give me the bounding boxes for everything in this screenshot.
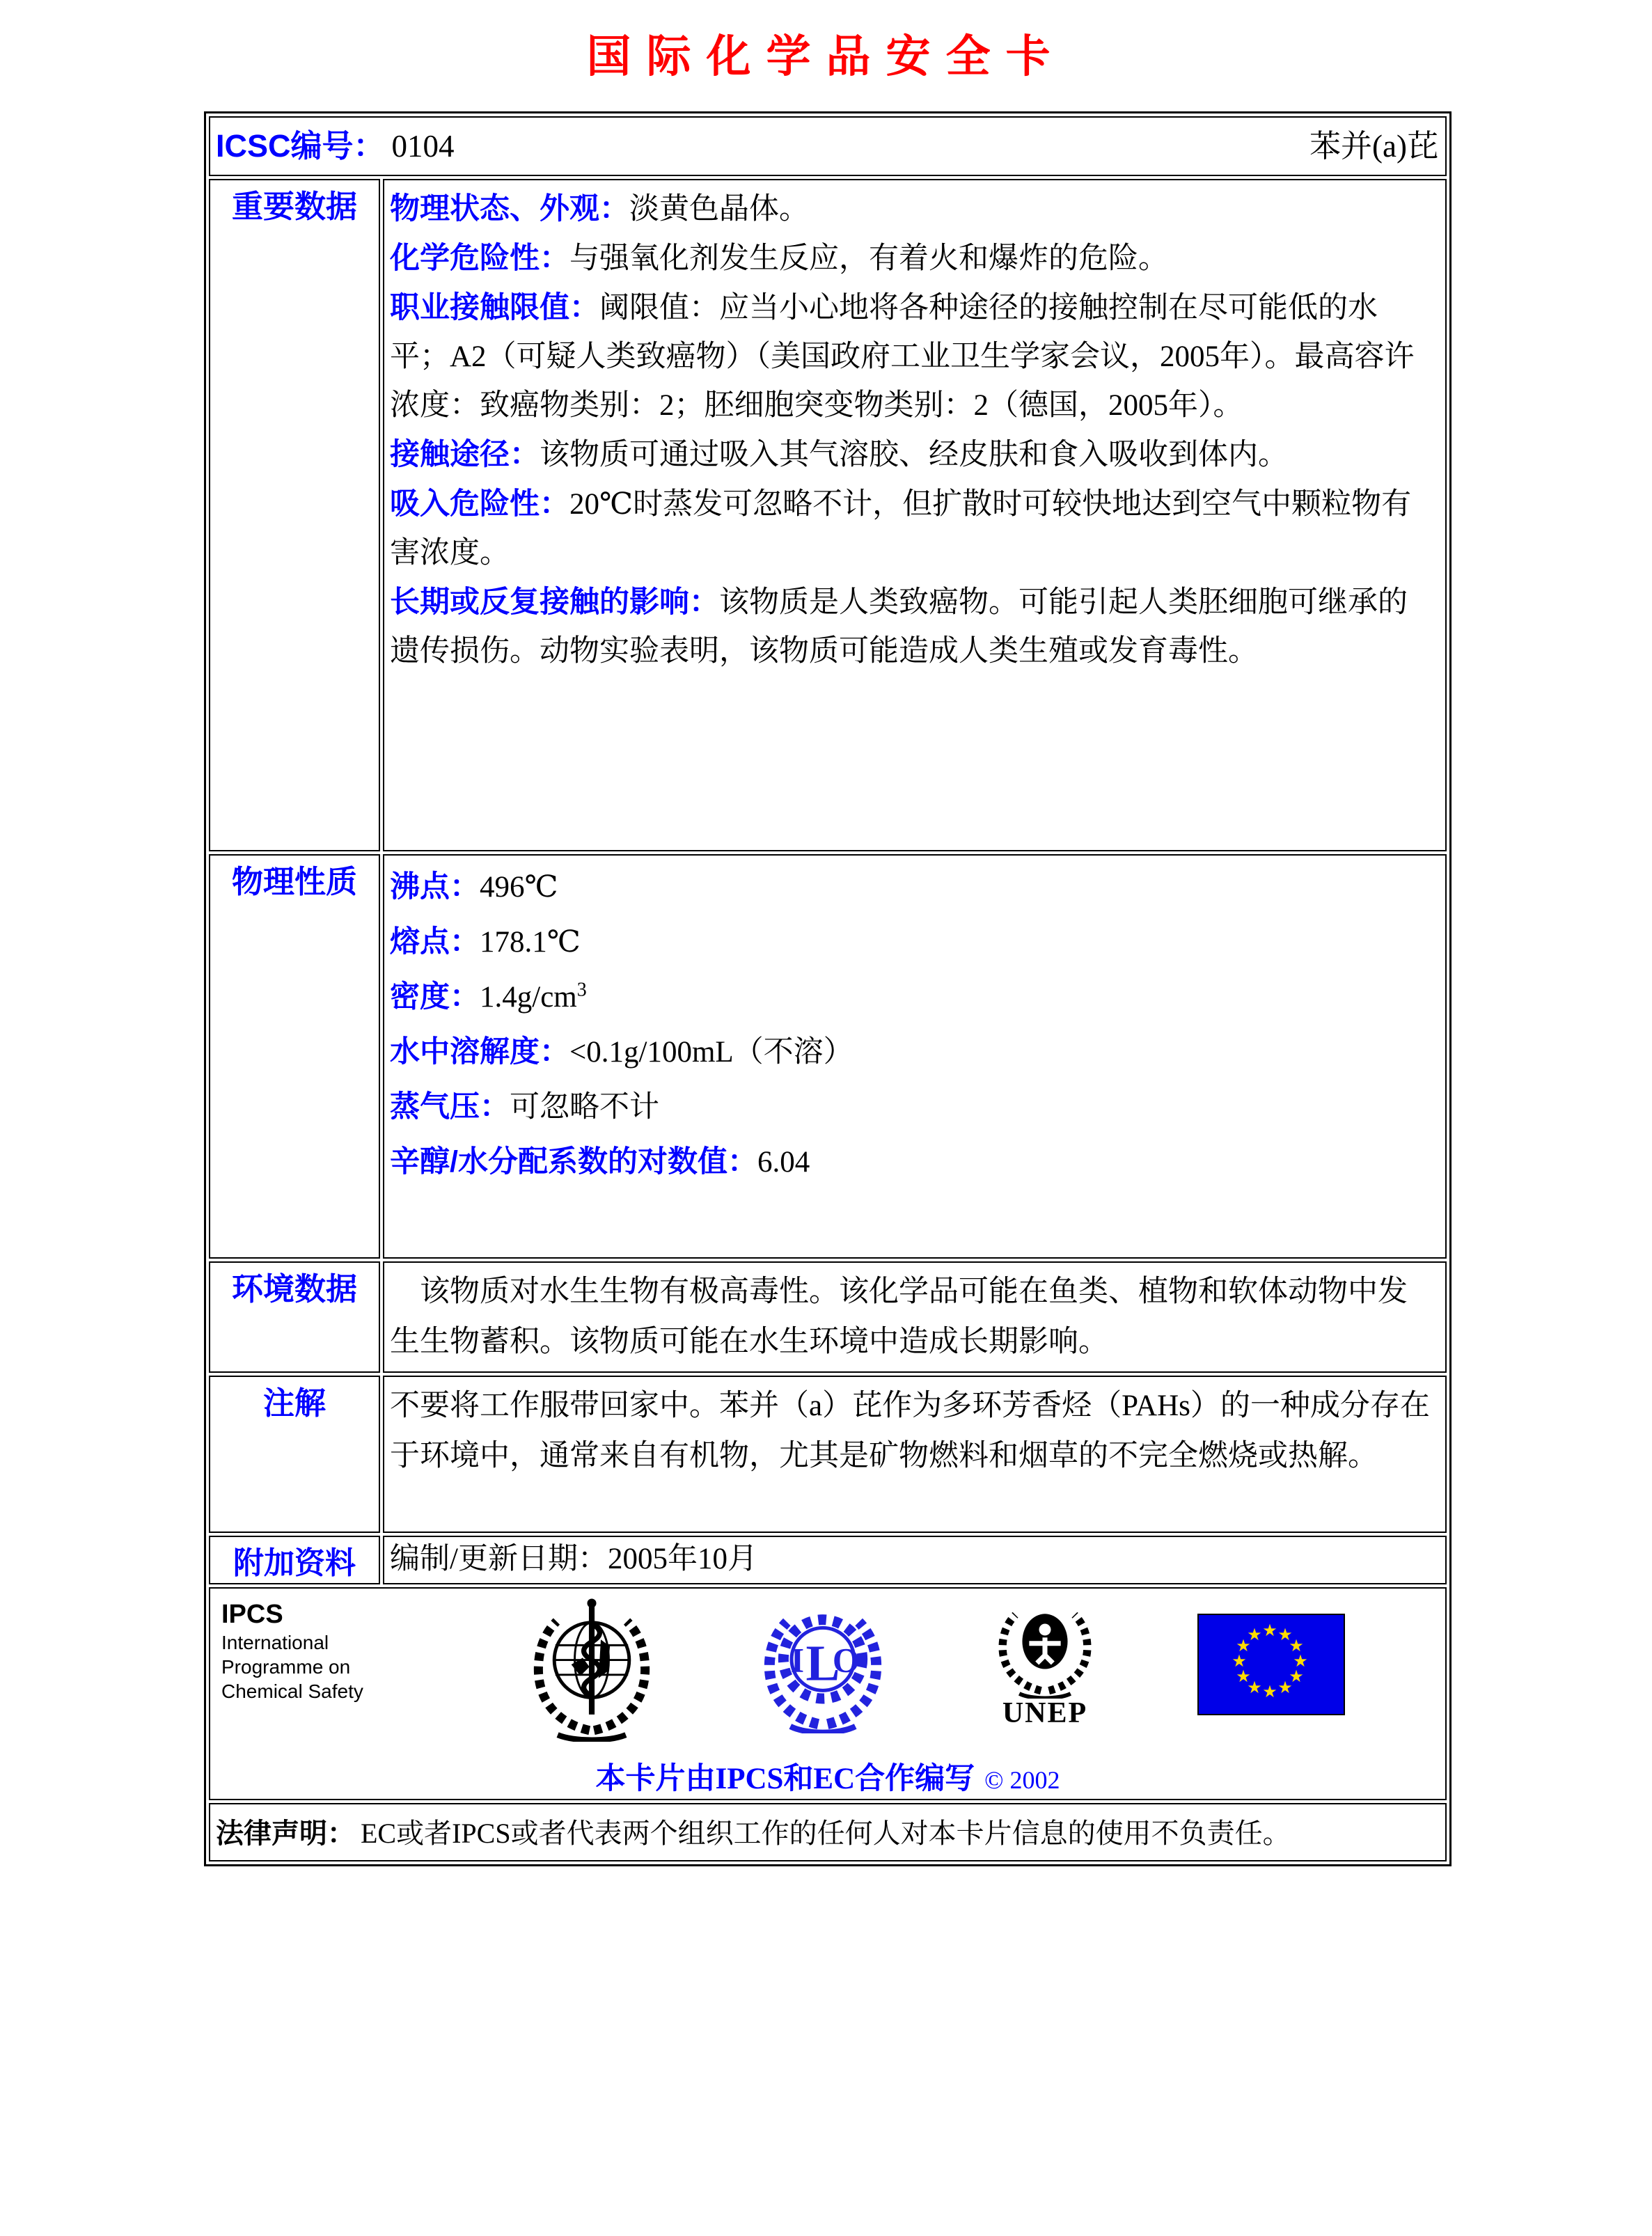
inhalation-risk-text: 20℃时蒸发可忽略不计，但扩散时可较快地达到空气中颗粒物有害浓度。 [390, 488, 1412, 569]
occupational-limit-text: 阈限值：应当小心地将各种途径的接触控制在尽可能低的水平；A2（可疑人类致癌物）（美国政府工业卫生学家会议，2005年）。最高容许浓度：致癌物类别：2；胚细胞突变物类别：2（德国，2005年）。 [390, 292, 1415, 422]
copyright-text: © 2002 [984, 1766, 1060, 1794]
exposure-route-text: 该物质可通过吸入其气溶胶、经皮肤和食入吸收到体内。 [540, 439, 1288, 471]
longterm-effect-label: 长期或反复接触的影响： [390, 585, 719, 619]
environmental-data-content [383, 1261, 1447, 1373]
icsc-card-table [204, 111, 1452, 1866]
inhalation-risk-label: 吸入危险性： [390, 487, 569, 521]
logos-cell [209, 1587, 1447, 1800]
occupational-limit-label: 职业接触限值： [390, 291, 599, 324]
important-data-item [390, 578, 1437, 676]
additional-info-content [383, 1536, 1447, 1584]
cooperation-caption-text: 本卡片由IPCS和EC合作编写 [595, 1763, 975, 1795]
chemical-danger-text: 与强氧化剂发生反应，有着火和爆炸的危险。 [569, 242, 1168, 275]
chemical-name: 苯并(a)芘 [1309, 129, 1438, 164]
melting-point-value: 178.1℃ [480, 926, 581, 959]
vapor-pressure-value: 可忽略不计 [510, 1091, 659, 1124]
who-logo-icon [524, 1594, 660, 1745]
vapor-pressure-label: 蒸气压： [390, 1090, 510, 1124]
ilo-logo-icon [753, 1594, 892, 1737]
property-melting-point [390, 915, 1437, 970]
icsc-number-label: ICSC编号： [216, 128, 385, 164]
legal-label: 法律声明： [216, 1818, 355, 1849]
logkow-label: 辛醇/水分配系数的对数值： [390, 1145, 757, 1179]
header-row [209, 116, 1447, 176]
boiling-point-value: 496℃ [480, 871, 558, 904]
additional-info-row [209, 1536, 1447, 1584]
ipcs-abbr: IPCS [221, 1600, 283, 1629]
notes-row [209, 1376, 1447, 1533]
ipcs-line2: Programme on [221, 1656, 351, 1678]
cooperation-caption [217, 1755, 1438, 1797]
environmental-data-row-label: 环境数据 [209, 1261, 380, 1373]
notes-row-label: 注解 [209, 1376, 380, 1533]
physical-properties-row-label: 物理性质 [209, 854, 380, 1259]
property-logkow [390, 1135, 1437, 1190]
property-density [390, 970, 1437, 1025]
ipcs-line3: Chemical Safety [221, 1680, 363, 1702]
boiling-point-label: 沸点： [390, 870, 480, 904]
important-data-item [390, 430, 1437, 480]
density-value: 1.4g/cm [480, 981, 577, 1014]
additional-info-text: 编制/更新日期：2005年10月 [390, 1543, 757, 1575]
logos-row [209, 1587, 1447, 1800]
notes-content [383, 1376, 1447, 1533]
property-water-solubility [390, 1025, 1437, 1080]
eu-star: ★ [1277, 1625, 1293, 1644]
important-data-row-label: 重要数据 [209, 179, 380, 851]
density-label: 密度： [390, 980, 480, 1014]
ipcs-text-block [217, 1594, 430, 1703]
legal-text: EC或者IPCS或者代表两个组织工作的任何人对本卡片信息的使用不负责任。 [361, 1818, 1291, 1849]
physical-properties-content [383, 854, 1447, 1259]
environmental-data-row [209, 1261, 1447, 1373]
important-data-item [390, 234, 1437, 283]
water-solubility-value: <0.1g/100mL（不溶） [569, 1036, 853, 1069]
eu-star: ★ [1247, 1625, 1262, 1644]
water-solubility-label: 水中溶解度： [390, 1035, 569, 1069]
property-vapor-pressure [390, 1080, 1437, 1135]
ipcs-line1: International [221, 1632, 329, 1653]
eu-star: ★ [1247, 1678, 1262, 1697]
melting-point-label: 熔点： [390, 925, 480, 959]
icsc-number-value: 0104 [391, 129, 455, 164]
eu-flag-icon [1197, 1594, 1345, 1715]
important-data-item [390, 184, 1437, 234]
eu-star: ★ [1236, 1667, 1251, 1686]
logkow-value: 6.04 [757, 1146, 810, 1179]
svg-text:O: O [832, 1640, 860, 1680]
physical-properties-row [209, 854, 1447, 1259]
physical-state-label: 物理状态、外观： [390, 192, 629, 226]
unep-logo-icon [986, 1594, 1104, 1730]
header-cell [209, 116, 1447, 176]
legal-row [209, 1803, 1447, 1861]
eu-star: ★ [1289, 1667, 1304, 1686]
eu-star: ★ [1262, 1621, 1277, 1640]
svg-text:L: L [805, 1635, 840, 1692]
eu-star: ★ [1289, 1636, 1304, 1655]
property-boiling-point [390, 860, 1437, 915]
notes-text: 不要将工作服带回家中。苯并（a）芘作为多环芳香烃（PAHs）的一种成分存在于环境中，通常来自有机物，尤其是矿物燃料和烟草的不完全燃烧或热解。 [390, 1389, 1430, 1472]
eu-star: ★ [1262, 1682, 1277, 1701]
important-data-row [209, 179, 1447, 851]
additional-info-row-label: 附加资料 [209, 1536, 380, 1584]
eu-star: ★ [1293, 1651, 1308, 1671]
physical-state-text: 淡黄色晶体。 [629, 193, 809, 226]
chemical-danger-label: 化学危险性： [390, 242, 569, 275]
density-superscript: 3 [576, 979, 587, 1001]
important-data-content [383, 179, 1447, 851]
page-title: 国际化学品安全卡 [586, 31, 1066, 83]
exposure-route-label: 接触途径： [390, 438, 540, 471]
eu-star: ★ [1277, 1678, 1293, 1697]
environmental-data-text: 该物质对水生生物有极高毒性。该化学品可能在鱼类、植物和软体动物中发生生物蓄积。该物质可能在水生环境中造成长期影响。 [390, 1275, 1408, 1358]
svg-text:I: I [790, 1640, 805, 1680]
eu-star: ★ [1236, 1636, 1251, 1655]
icsc-card-page [0, 11, 1652, 2236]
important-data-item [390, 480, 1437, 578]
icsc-number-group [216, 120, 455, 166]
unep-caption: UNEP [1002, 1697, 1088, 1729]
longterm-effect-text: 该物质是人类致癌物。可能引起人类胚细胞可继承的遗传损伤。动物实验表明，该物质可能造成人类生殖或发育毒性。 [390, 586, 1408, 668]
legal-cell [209, 1803, 1447, 1861]
eu-star: ★ [1232, 1651, 1247, 1671]
important-data-item [390, 283, 1437, 430]
